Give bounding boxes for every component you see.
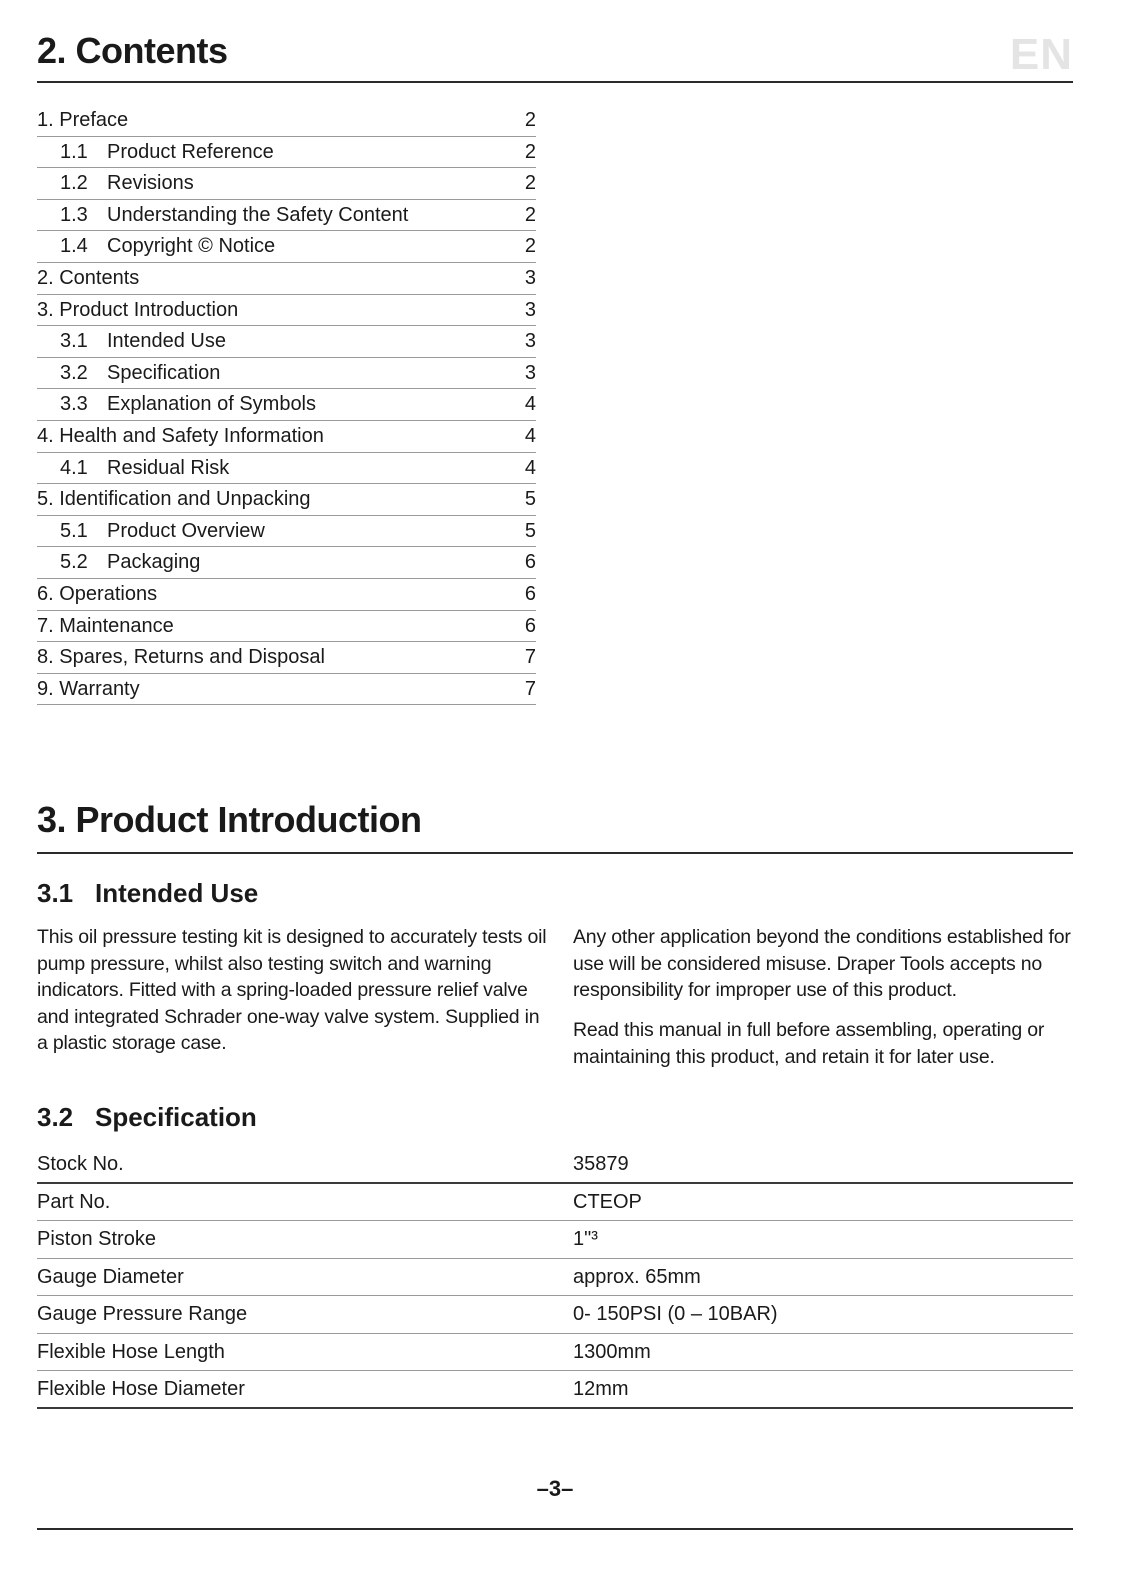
contents-entry-label: Explanation of Symbols — [107, 393, 317, 416]
contents-entry-page: 7 — [524, 677, 536, 700]
contents-entry-label: Copyright © Notice — [107, 235, 276, 258]
specification-value: 0- 150PSI (0 – 10BAR) — [573, 1303, 778, 1325]
specification-row — [37, 1334, 1073, 1372]
contents-entry — [37, 389, 536, 421]
intended-use-heading — [37, 880, 258, 906]
specification-row — [37, 1146, 1073, 1184]
specification-label: Part No. — [37, 1190, 111, 1213]
specification-value: 1"³ — [573, 1228, 598, 1250]
contents-entry — [37, 421, 536, 453]
contents-entry — [37, 326, 536, 358]
contents-entry-label: Specification — [107, 361, 221, 384]
contents-entry-number: 4.1 — [60, 456, 88, 479]
contents-entry-number: 5.2 — [60, 551, 88, 574]
contents-entry-page: 4 — [524, 424, 536, 447]
contents-entry — [37, 105, 536, 137]
contents-entry-page: 2 — [524, 109, 536, 131]
specification-number: 3.2 — [37, 1102, 74, 1132]
contents-entry — [37, 295, 536, 327]
contents-entry-number: 1.3 — [60, 203, 88, 226]
contents-entry-number: 3.2 — [60, 361, 88, 384]
contents-entry-page: 4 — [524, 456, 536, 479]
contents-entry — [37, 263, 536, 295]
specification-table — [37, 1146, 1073, 1409]
contents-entry — [37, 674, 536, 706]
specification-value: 35879 — [573, 1153, 629, 1175]
contents-entry-label: 3. Product Introduction — [37, 298, 239, 321]
contents-entry — [37, 579, 536, 611]
contents-entry-label: Product Reference — [107, 140, 274, 163]
contents-entry-page: 2 — [524, 172, 536, 195]
contents-entry-label: 4. Health and Safety Information — [37, 424, 324, 447]
language-code: EN — [1009, 30, 1073, 79]
specification-value: approx. 65mm — [573, 1265, 701, 1288]
contents-title: 2. Contents — [37, 30, 228, 71]
contents-entry — [37, 200, 536, 232]
contents-entry-number: 1.2 — [60, 172, 88, 195]
contents-entry-label: 6. Operations — [37, 582, 158, 605]
contents-entry — [37, 453, 536, 485]
intended-use-description: This oil pressure testing kit is designed to accurately tests oil pump pressure, whilst also testing switch and warning indicators. Fitted with a spring-loaded pressure relief valve and integrated Schrader one-way valve system. Supplied in a plastic storage case. — [37, 926, 547, 1054]
specification-value: 12mm — [573, 1378, 629, 1400]
footer-rule — [37, 1528, 1073, 1530]
specification-heading-text: Specification — [95, 1102, 257, 1132]
contents-entry-page: 3 — [524, 298, 536, 321]
contents-entry-page: 3 — [524, 266, 536, 289]
contents-entry-label: 5. Identification and Unpacking — [37, 488, 311, 511]
contents-entry-number: 1.4 — [60, 235, 88, 258]
contents-entry-page: 3 — [524, 361, 536, 384]
contents-entry-page: 3 — [524, 330, 536, 353]
specification-label: Gauge Diameter — [37, 1265, 184, 1288]
contents-entry-page: 6 — [524, 582, 536, 605]
specification-row — [37, 1221, 1073, 1259]
section-rule — [37, 852, 1073, 854]
page-number: –3– — [536, 1476, 574, 1501]
contents-entry-number: 5.1 — [60, 519, 88, 542]
product-introduction-title: 3. Product Introduction — [37, 799, 422, 840]
intended-use-heading-text: Intended Use — [95, 878, 259, 908]
contents-entry-label: Intended Use — [107, 330, 226, 353]
contents-entry-page: 2 — [524, 235, 536, 258]
contents-entry-number: 3.1 — [60, 330, 88, 353]
specification-label: Flexible Hose Length — [37, 1340, 225, 1363]
specification-row — [37, 1371, 1073, 1409]
contents-entry-page: 5 — [524, 488, 536, 511]
contents-entry-number: 3.3 — [60, 393, 88, 416]
contents-entry-label: 7. Maintenance — [37, 614, 174, 637]
specification-value: 1300mm — [573, 1340, 651, 1363]
specification-label: Stock No. — [37, 1153, 124, 1175]
misuse-notice: Any other application beyond the conditions established for use will be considered misuse. Draper Tools accepts no responsibility for improper use of this product. — [573, 926, 1071, 1001]
specification-label: Gauge Pressure Range — [37, 1303, 248, 1325]
contents-entry — [37, 168, 536, 200]
contents-entry — [37, 231, 536, 263]
specification-row — [37, 1296, 1073, 1334]
contents-entry-page: 7 — [524, 646, 536, 669]
contents-entry-page: 4 — [524, 393, 536, 416]
specification-label: Flexible Hose Diameter — [37, 1378, 245, 1400]
contents-entry-page: 2 — [524, 140, 536, 163]
intended-use-number: 3.1 — [37, 878, 74, 908]
contents-entry — [37, 547, 536, 579]
contents-entry — [37, 642, 536, 674]
read-manual-notice: Read this manual in full before assembling, operating or maintaining this product, and retain it for later use. — [573, 1019, 1045, 1068]
contents-entry-page: 5 — [524, 519, 536, 542]
contents-entry-page: 6 — [524, 614, 536, 637]
manual-page — [37, 0, 1073, 1587]
contents-entry — [37, 137, 536, 169]
contents-entry-label: Understanding the Safety Content — [107, 203, 409, 226]
contents-entry-number: 1.1 — [60, 140, 88, 163]
contents-entry — [37, 484, 536, 516]
specification-value: CTEOP — [573, 1190, 642, 1213]
contents-entry-label: 8. Spares, Returns and Disposal — [37, 646, 325, 669]
specification-heading — [37, 1104, 257, 1130]
contents-entry-label: 2. Contents — [37, 266, 140, 289]
header-rule — [37, 81, 1073, 83]
contents-entry-label: 9. Warranty — [37, 677, 140, 700]
contents-entry-label: 1. Preface — [37, 109, 129, 131]
contents-entry-label: Product Overview — [107, 519, 265, 542]
contents-entry-page: 2 — [524, 203, 536, 226]
specification-row — [37, 1184, 1073, 1222]
contents-entry-label: Revisions — [107, 172, 194, 195]
contents-entry — [37, 358, 536, 390]
specification-row — [37, 1259, 1073, 1297]
contents-entry — [37, 611, 536, 643]
contents-entry — [37, 516, 536, 548]
specification-label: Piston Stroke — [37, 1228, 156, 1250]
contents-list — [37, 105, 536, 705]
contents-entry-label: Packaging — [107, 551, 201, 574]
contents-entry-label: Residual Risk — [107, 456, 230, 479]
contents-entry-page: 6 — [524, 551, 536, 574]
